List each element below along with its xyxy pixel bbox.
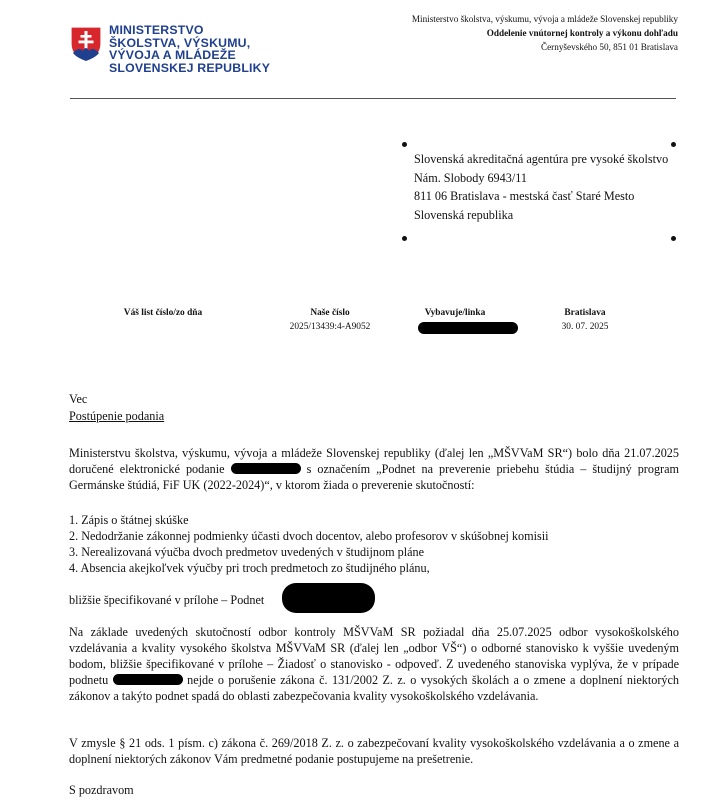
- redaction: [113, 674, 183, 685]
- subject-label: Vec: [69, 392, 88, 406]
- recipient-country: Slovenská republika: [414, 207, 514, 222]
- address-corner-mark: [402, 236, 407, 241]
- address-corner-mark: [671, 142, 676, 147]
- recipient-name: Slovenská akreditačná agentúra pre vysoké školstvo: [414, 152, 669, 166]
- list-item: 3. Nerealizovaná výučba dvoch predmetov uvedených v študijnom pláne: [69, 545, 425, 559]
- redaction: [282, 583, 375, 613]
- paragraph-findings: [69, 624, 679, 704]
- recipient-address: [414, 150, 676, 224]
- recipient-city: 811 06 Bratislava - mestská časť Staré Mesto: [414, 189, 635, 203]
- issue-list: [69, 512, 679, 576]
- redaction: [418, 322, 518, 334]
- paragraph-intro-end: s označením „Podnet na preverenie priebehu štúdia – študijný program Germánske štúdiá, FiF UK (2022-2024)“, v ktorom žiada o preverenie skutočností:: [69, 462, 679, 492]
- paragraph-findings-start: Na základe uvedených skutočností odbor kontroly MŠVVaM SR požiadal dňa 25.07.2025 odbor vysokoškolského vzdelávania a kvality vysokého školstva MŠVVaM SR (ďalej len „odbor VŠ“) o odborné stanovisko k vyššie uvedeným bodom, bližšie špecifikované v prílohe – Žiadosť o stanovisko - odpoveď. Z uvedeného stanoviska vyplýva, že v prípade podnetu: [69, 625, 679, 687]
- ref-our-number: [250, 306, 410, 334]
- header-divider: [70, 98, 676, 99]
- ministry-line-1: MINISTERSTVO: [109, 23, 204, 37]
- address-corner-mark: [671, 236, 676, 241]
- ministry-name: [109, 24, 270, 74]
- ref-handled-by: [410, 306, 500, 320]
- ref-your-letter-label: Váš list číslo/zo dňa: [123, 308, 203, 318]
- ref-our-number-label: Naše číslo: [310, 308, 350, 318]
- sender-ministry: Ministerstvo školstva, výskumu, vývoja a mládeže Slovenskej republiky: [411, 14, 678, 24]
- ref-handled-by-label: Vybavuje/linka: [424, 308, 486, 318]
- paragraph-intro-start: Ministerstvu školstva, výskumu, vývoja a mládeže Slovenskej republiky (ďalej len „MŠVVaM SR“) bolo dňa 21.07.2025 doručené elektronické podanie: [69, 446, 679, 476]
- ref-date: [540, 306, 630, 334]
- detail-line: bližšie špecifikované v prílohe – Podnet: [69, 593, 265, 607]
- recipient-street: Nám. Slobody 6943/11: [414, 170, 527, 185]
- ministry-line-3: VÝVOJA A MLÁDEŽE: [109, 48, 236, 62]
- sender-address: Černyševského 50, 851 01 Bratislava: [540, 42, 678, 52]
- ref-your-letter: [103, 306, 223, 320]
- ministry-line-2: ŠKOLSTVA, VÝSKUMU,: [109, 35, 251, 50]
- subject-text: Postúpenie podania: [69, 409, 165, 423]
- paragraph-intro: [69, 445, 679, 493]
- paragraph-findings-end: nejde o porušenie zákona č. 131/2002 Z. z. o vysokých školách a o zmene a doplnení niektorých zákonov a takýto podnet spadá do oblasti zabezpečovania kvality vysokoškolského vzdelávania.: [69, 673, 680, 703]
- ref-city-label: Bratislava: [564, 308, 606, 318]
- ref-our-number-value: 2025/13439:4-A9052: [289, 322, 371, 332]
- paragraph-referral: V zmysle § 21 ods. 1 písm. c) zákona č. 269/2018 Z. z. o zabezpečovaní kvality vysokoškolského vzdelávania a o zmene a doplnení niektorých zákonov Vám predmetné podanie postupujeme na prešetrenie.: [69, 736, 679, 766]
- coat-of-arms-icon: [70, 26, 102, 62]
- address-corner-mark: [402, 142, 407, 147]
- list-item: 2. Nedodržanie zákonnej podmienky účasti dvoch docentov, alebo profesorov v skúšobnej komisii: [69, 529, 549, 543]
- sender-department: Oddelenie vnútornej kontroly a výkonu dohľadu: [486, 28, 678, 38]
- closing: S pozdravom: [69, 783, 134, 797]
- list-item: 4. Absencia akejkoľvek výučby pri troch predmetoch zo študijného plánu,: [69, 561, 430, 575]
- ministry-line-4: SLOVENSKEJ REPUBLIKY: [109, 60, 271, 75]
- redaction: [231, 463, 301, 474]
- ref-date-value: 30. 07. 2025: [561, 322, 609, 332]
- list-item: 1. Zápis o štátnej skúške: [69, 513, 189, 527]
- sender-header: [412, 12, 678, 54]
